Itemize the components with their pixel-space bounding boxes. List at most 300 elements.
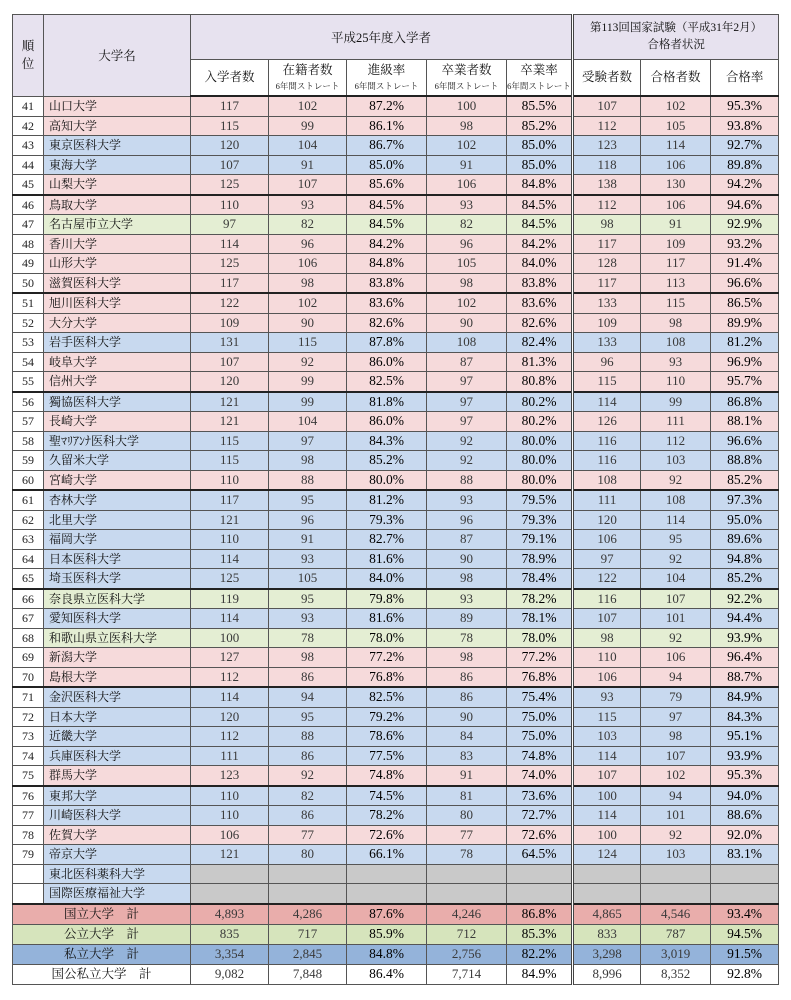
graduate-count-cell: 712: [427, 924, 507, 944]
passer-count-cell: 112: [641, 431, 711, 451]
examinee-count-cell: 107: [573, 609, 641, 629]
graduate-count-cell: 97: [427, 372, 507, 392]
column-header-admitted: [191, 60, 269, 97]
university-name-cell: 聖ﾏﾘｱﾝﾅ医科大学: [44, 431, 191, 451]
header-row-groups: [13, 15, 779, 60]
enrolled-count-cell: 99: [269, 392, 347, 412]
promotion-rate-cell: 74.5%: [347, 786, 427, 806]
passer-count-cell: 8,352: [641, 964, 711, 984]
university-name-cell: 岩手医科大学: [44, 333, 191, 353]
empty-value-cell: [347, 884, 427, 904]
university-name-cell: 長崎大学: [44, 412, 191, 432]
enrolled-count-cell: 717: [269, 924, 347, 944]
enrolled-count-cell: 93: [269, 195, 347, 215]
enrolled-count-cell: 86: [269, 667, 347, 687]
university-name-cell: 東邦大学: [44, 786, 191, 806]
table-row: [13, 589, 779, 609]
graduate-count-cell: 105: [427, 254, 507, 274]
enrolled-count-cell: 96: [269, 510, 347, 530]
rank-cell: 74: [13, 746, 44, 766]
graduation-rate-cell: 77.2%: [507, 648, 573, 668]
rank-cell: [13, 884, 44, 904]
pass-rate-cell: 91.4%: [711, 254, 779, 274]
table-row: [13, 234, 779, 254]
admitted-count-cell: 122: [191, 293, 269, 313]
graduation-rate-cell: 80.8%: [507, 372, 573, 392]
admitted-count-cell: 121: [191, 510, 269, 530]
examinee-count-cell: 111: [573, 490, 641, 510]
pass-rate-cell: 88.1%: [711, 412, 779, 432]
pass-rate-cell: 96.4%: [711, 648, 779, 668]
passer-count-cell: 79: [641, 687, 711, 707]
university-name-cell: 新潟大学: [44, 648, 191, 668]
enrolled-count-cell: 107: [269, 175, 347, 195]
rank-cell: 79: [13, 845, 44, 865]
column-header-graduates: [427, 60, 507, 97]
graduation-rate-cell: 85.0%: [507, 155, 573, 175]
promotion-rate-cell: 82.7%: [347, 530, 427, 550]
rank-cell: 56: [13, 392, 44, 412]
admitted-count-cell: 119: [191, 589, 269, 609]
promotion-rate-cell: 87.6%: [347, 904, 427, 925]
graduation-rate-cell: 75.0%: [507, 727, 573, 747]
promotion-rate-cell: 82.6%: [347, 313, 427, 333]
examinee-count-cell: 115: [573, 707, 641, 727]
graduate-count-cell: 100: [427, 96, 507, 116]
empty-value-cell: [507, 864, 573, 884]
column-header-sublabel: 6年間ストレート: [507, 81, 571, 91]
university-name-cell: 山梨大学: [44, 175, 191, 195]
graduate-count-cell: 81: [427, 786, 507, 806]
table-row: [13, 333, 779, 353]
passer-count-cell: 114: [641, 136, 711, 156]
table-row: [13, 549, 779, 569]
enrolled-count-cell: 7,848: [269, 964, 347, 984]
header-group-exam-subtitle: 合格者状況: [647, 39, 705, 51]
passer-count-cell: 107: [641, 589, 711, 609]
header-group-admission: 平成25年度入学者: [191, 15, 573, 60]
pass-rate-cell: 95.3%: [711, 766, 779, 786]
promotion-rate-cell: 84.5%: [347, 195, 427, 215]
enrolled-count-cell: 93: [269, 549, 347, 569]
promotion-rate-cell: 85.6%: [347, 175, 427, 195]
graduation-rate-cell: 86.8%: [507, 904, 573, 925]
pass-rate-cell: 81.2%: [711, 333, 779, 353]
rank-cell: 70: [13, 667, 44, 687]
graduate-count-cell: 90: [427, 549, 507, 569]
admitted-count-cell: 107: [191, 352, 269, 372]
rank-cell: 68: [13, 628, 44, 648]
rank-cell: 73: [13, 727, 44, 747]
enrolled-count-cell: 77: [269, 825, 347, 845]
graduation-rate-cell: 72.7%: [507, 806, 573, 826]
column-header-sublabel: 6年間ストレート: [275, 81, 340, 91]
promotion-rate-cell: 87.2%: [347, 96, 427, 116]
passer-count-cell: 92: [641, 628, 711, 648]
pass-rate-cell: 86.8%: [711, 392, 779, 412]
table-row: [13, 648, 779, 668]
graduation-rate-cell: 74.8%: [507, 746, 573, 766]
graduation-rate-cell: 78.4%: [507, 569, 573, 589]
university-name-cell: 群馬大学: [44, 766, 191, 786]
university-name-cell: 国際医療福祉大学: [44, 884, 191, 904]
empty-value-cell: [427, 884, 507, 904]
examinee-count-cell: 103: [573, 727, 641, 747]
pass-rate-cell: 94.5%: [711, 924, 779, 944]
rank-cell: 76: [13, 786, 44, 806]
admitted-count-cell: 121: [191, 845, 269, 865]
graduation-rate-cell: 84.2%: [507, 234, 573, 254]
pass-rate-cell: 97.3%: [711, 490, 779, 510]
empty-value-cell: [191, 884, 269, 904]
graduate-count-cell: 88: [427, 470, 507, 490]
graduation-rate-cell: 75.0%: [507, 707, 573, 727]
graduate-count-cell: 78: [427, 628, 507, 648]
column-header-label: 合格者数: [650, 70, 701, 84]
graduate-count-cell: 97: [427, 392, 507, 412]
admitted-count-cell: 120: [191, 707, 269, 727]
column-header-label: 在籍者数: [282, 63, 333, 77]
pass-rate-cell: 93.9%: [711, 628, 779, 648]
enrolled-count-cell: 93: [269, 609, 347, 629]
column-header-label: 進級率: [367, 63, 406, 77]
column-header-graduation-rate: [507, 60, 573, 97]
rank-cell: [13, 864, 44, 884]
table-row: [13, 195, 779, 215]
table-row: [13, 609, 779, 629]
university-name-cell: 奈良県立医科大学: [44, 589, 191, 609]
column-header-examinees: [573, 60, 641, 97]
rank-cell: 78: [13, 825, 44, 845]
admitted-count-cell: 117: [191, 273, 269, 293]
graduation-rate-cell: 75.4%: [507, 687, 573, 707]
empty-value-cell: [347, 864, 427, 884]
admitted-count-cell: 114: [191, 609, 269, 629]
enrolled-count-cell: 90: [269, 313, 347, 333]
passer-count-cell: 94: [641, 786, 711, 806]
rank-cell: 46: [13, 195, 44, 215]
examinee-count-cell: 122: [573, 569, 641, 589]
admitted-count-cell: 125: [191, 254, 269, 274]
examinee-count-cell: 3,298: [573, 944, 641, 964]
graduate-count-cell: 96: [427, 510, 507, 530]
university-name-cell: 金沢医科大学: [44, 687, 191, 707]
pass-rate-cell: 95.3%: [711, 96, 779, 116]
rank-cell: 58: [13, 431, 44, 451]
column-header-label: 入学者数: [204, 70, 255, 84]
pass-rate-cell: 83.1%: [711, 845, 779, 865]
admitted-count-cell: 9,082: [191, 964, 269, 984]
rank-cell: 63: [13, 530, 44, 550]
rank-cell: 47: [13, 215, 44, 235]
graduation-rate-cell: 81.3%: [507, 352, 573, 372]
graduation-rate-cell: 79.3%: [507, 510, 573, 530]
passer-count-cell: 102: [641, 766, 711, 786]
passer-count-cell: 104: [641, 569, 711, 589]
table-row: [13, 412, 779, 432]
admitted-count-cell: 115: [191, 116, 269, 136]
examinee-count-cell: 108: [573, 470, 641, 490]
graduation-rate-cell: 78.2%: [507, 589, 573, 609]
examinee-count-cell: 133: [573, 293, 641, 313]
promotion-rate-cell: 86.4%: [347, 964, 427, 984]
enrolled-count-cell: 95: [269, 707, 347, 727]
pass-rate-cell: 95.1%: [711, 727, 779, 747]
pass-rate-cell: 89.8%: [711, 155, 779, 175]
graduation-rate-cell: 84.9%: [507, 964, 573, 984]
graduation-rate-cell: 64.5%: [507, 845, 573, 865]
examinee-count-cell: 112: [573, 116, 641, 136]
table-row: [13, 530, 779, 550]
enrolled-count-cell: 96: [269, 234, 347, 254]
pass-rate-cell: 91.5%: [711, 944, 779, 964]
rank-cell: 62: [13, 510, 44, 530]
graduate-count-cell: 89: [427, 609, 507, 629]
passer-count-cell: 113: [641, 273, 711, 293]
admitted-count-cell: 112: [191, 727, 269, 747]
examinee-count-cell: 128: [573, 254, 641, 274]
pass-rate-cell: 95.7%: [711, 372, 779, 392]
enrolled-count-cell: 78: [269, 628, 347, 648]
graduate-count-cell: 92: [427, 451, 507, 471]
examinee-count-cell: 98: [573, 215, 641, 235]
university-name-cell: 大分大学: [44, 313, 191, 333]
passer-count-cell: 91: [641, 215, 711, 235]
admitted-count-cell: 110: [191, 786, 269, 806]
table-row: [13, 727, 779, 747]
examinee-count-cell: 138: [573, 175, 641, 195]
passer-count-cell: 109: [641, 234, 711, 254]
enrolled-count-cell: 82: [269, 786, 347, 806]
enrolled-count-cell: 80: [269, 845, 347, 865]
graduation-rate-cell: 84.0%: [507, 254, 573, 274]
university-name-cell: 佐賀大学: [44, 825, 191, 845]
rank-cell: 65: [13, 569, 44, 589]
graduate-count-cell: 97: [427, 412, 507, 432]
graduation-rate-cell: 85.0%: [507, 136, 573, 156]
table-row: [13, 510, 779, 530]
graduate-count-cell: 86: [427, 687, 507, 707]
pass-rate-cell: 96.6%: [711, 273, 779, 293]
examinee-count-cell: 114: [573, 746, 641, 766]
pass-rate-cell: 89.6%: [711, 530, 779, 550]
table-row: [13, 845, 779, 865]
table-row: [13, 746, 779, 766]
graduate-count-cell: 86: [427, 667, 507, 687]
graduate-count-cell: 77: [427, 825, 507, 845]
promotion-rate-cell: 86.0%: [347, 412, 427, 432]
table-row: [13, 392, 779, 412]
rank-cell: 69: [13, 648, 44, 668]
admitted-count-cell: 121: [191, 412, 269, 432]
university-name-cell: 信州大学: [44, 372, 191, 392]
enrolled-count-cell: 98: [269, 451, 347, 471]
passer-count-cell: 114: [641, 510, 711, 530]
rank-cell: 41: [13, 96, 44, 116]
rank-cell: 77: [13, 806, 44, 826]
table-row: [13, 667, 779, 687]
rank-cell: 57: [13, 412, 44, 432]
passer-count-cell: 103: [641, 845, 711, 865]
graduation-rate-cell: 76.8%: [507, 667, 573, 687]
enrolled-count-cell: 82: [269, 215, 347, 235]
header-rank-label: 順位: [21, 39, 35, 72]
total-label-cell: 私立大学 計: [13, 944, 191, 964]
graduation-rate-cell: 80.2%: [507, 392, 573, 412]
admitted-count-cell: 114: [191, 687, 269, 707]
university-name-cell: 島根大学: [44, 667, 191, 687]
university-name-cell: 山口大学: [44, 96, 191, 116]
passer-count-cell: 3,019: [641, 944, 711, 964]
admitted-count-cell: 114: [191, 234, 269, 254]
graduate-count-cell: 96: [427, 234, 507, 254]
enrolled-count-cell: 2,845: [269, 944, 347, 964]
empty-value-cell: [427, 864, 507, 884]
pass-rate-cell: 92.0%: [711, 825, 779, 845]
passer-count-cell: 787: [641, 924, 711, 944]
examinee-count-cell: 123: [573, 136, 641, 156]
pass-rate-cell: 94.2%: [711, 175, 779, 195]
examinee-count-cell: 117: [573, 234, 641, 254]
passer-count-cell: 106: [641, 648, 711, 668]
total-row: [13, 944, 779, 964]
admitted-count-cell: 109: [191, 313, 269, 333]
rank-cell: 61: [13, 490, 44, 510]
empty-value-cell: [507, 884, 573, 904]
rank-cell: 59: [13, 451, 44, 471]
admitted-count-cell: 127: [191, 648, 269, 668]
pass-rate-cell: 88.8%: [711, 451, 779, 471]
graduate-count-cell: 4,246: [427, 904, 507, 925]
examinee-count-cell: 98: [573, 628, 641, 648]
rank-cell: 67: [13, 609, 44, 629]
pass-rate-cell: 92.7%: [711, 136, 779, 156]
table-row: [13, 687, 779, 707]
pass-rate-cell: 93.8%: [711, 116, 779, 136]
university-name-cell: 高知大学: [44, 116, 191, 136]
table-row: [13, 273, 779, 293]
graduate-count-cell: 87: [427, 352, 507, 372]
university-name-cell: 東京医科大学: [44, 136, 191, 156]
enrolled-count-cell: 91: [269, 155, 347, 175]
passer-count-cell: 99: [641, 392, 711, 412]
examinee-count-cell: 116: [573, 431, 641, 451]
passer-count-cell: 117: [641, 254, 711, 274]
rank-cell: 50: [13, 273, 44, 293]
enrolled-count-cell: 4,286: [269, 904, 347, 925]
examinee-count-cell: 110: [573, 648, 641, 668]
graduation-rate-cell: 85.5%: [507, 96, 573, 116]
graduate-count-cell: 90: [427, 707, 507, 727]
total-label-cell: 公立大学 計: [13, 924, 191, 944]
graduate-count-cell: 108: [427, 333, 507, 353]
promotion-rate-cell: 86.7%: [347, 136, 427, 156]
rank-cell: 55: [13, 372, 44, 392]
passer-count-cell: 97: [641, 707, 711, 727]
enrolled-count-cell: 98: [269, 648, 347, 668]
pass-rate-cell: 86.5%: [711, 293, 779, 313]
university-name-cell: 久留米大学: [44, 451, 191, 471]
rank-cell: 75: [13, 766, 44, 786]
passer-count-cell: 130: [641, 175, 711, 195]
enrolled-count-cell: 102: [269, 293, 347, 313]
promotion-rate-cell: 83.6%: [347, 293, 427, 313]
admitted-count-cell: 117: [191, 96, 269, 116]
rank-cell: 54: [13, 352, 44, 372]
table-row: [13, 806, 779, 826]
pass-rate-cell: 93.9%: [711, 746, 779, 766]
examinee-count-cell: 114: [573, 806, 641, 826]
graduation-rate-cell: 80.0%: [507, 470, 573, 490]
empty-value-cell: [641, 864, 711, 884]
enrolled-count-cell: 92: [269, 766, 347, 786]
promotion-rate-cell: 78.6%: [347, 727, 427, 747]
header-university-name: 大学名: [44, 15, 191, 97]
graduate-count-cell: 80: [427, 806, 507, 826]
column-header-label: 受験者数: [582, 70, 633, 84]
empty-value-cell: [269, 884, 347, 904]
admitted-count-cell: 4,893: [191, 904, 269, 925]
passer-count-cell: 92: [641, 470, 711, 490]
passer-count-cell: 95: [641, 530, 711, 550]
pass-rate-cell: 89.9%: [711, 313, 779, 333]
passer-count-cell: 103: [641, 451, 711, 471]
pass-rate-cell: 88.6%: [711, 806, 779, 826]
graduation-rate-cell: 85.2%: [507, 116, 573, 136]
examinee-count-cell: 120: [573, 510, 641, 530]
graduate-count-cell: 93: [427, 589, 507, 609]
pass-rate-cell: 84.3%: [711, 707, 779, 727]
admitted-count-cell: 835: [191, 924, 269, 944]
admitted-count-cell: 110: [191, 530, 269, 550]
table-row-no-data: [13, 864, 779, 884]
passer-count-cell: 98: [641, 727, 711, 747]
promotion-rate-cell: 83.8%: [347, 273, 427, 293]
graduation-rate-cell: 82.4%: [507, 333, 573, 353]
enrolled-count-cell: 86: [269, 746, 347, 766]
promotion-rate-cell: 87.8%: [347, 333, 427, 353]
enrolled-count-cell: 95: [269, 589, 347, 609]
table-body: [13, 96, 779, 984]
empty-value-cell: [269, 864, 347, 884]
table-row: [13, 490, 779, 510]
total-row: [13, 924, 779, 944]
promotion-rate-cell: 76.8%: [347, 667, 427, 687]
rank-cell: 43: [13, 136, 44, 156]
university-name-cell: 鳥取大学: [44, 195, 191, 215]
promotion-rate-cell: 86.0%: [347, 352, 427, 372]
table-row: [13, 116, 779, 136]
total-row: [13, 964, 779, 984]
table-row: [13, 254, 779, 274]
pass-rate-cell: 88.7%: [711, 667, 779, 687]
table-row: [13, 431, 779, 451]
university-name-cell: 愛知医科大学: [44, 609, 191, 629]
admitted-count-cell: 112: [191, 667, 269, 687]
table-header: [13, 15, 779, 97]
table-row: [13, 451, 779, 471]
graduate-count-cell: 98: [427, 569, 507, 589]
admitted-count-cell: 117: [191, 490, 269, 510]
examinee-count-cell: 124: [573, 845, 641, 865]
empty-value-cell: [191, 864, 269, 884]
graduate-count-cell: 102: [427, 136, 507, 156]
graduate-count-cell: 82: [427, 215, 507, 235]
graduate-count-cell: 84: [427, 727, 507, 747]
graduate-count-cell: 91: [427, 155, 507, 175]
pass-rate-cell: 93.2%: [711, 234, 779, 254]
rank-cell: 52: [13, 313, 44, 333]
